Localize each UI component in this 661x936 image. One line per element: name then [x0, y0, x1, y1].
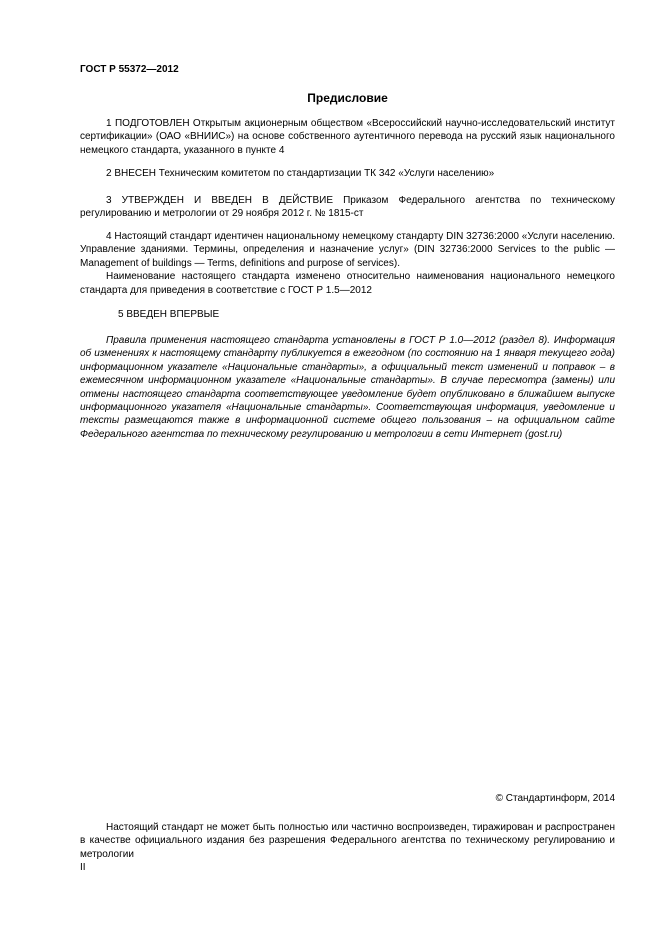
item-4-text: 4 Настоящий стандарт идентичен национальному немецкому стандарту DIN 32736:2000 «Услуги населению. Управление зданиями. Термины, определения и назначение услуг» (DIN 32736:2000 Services to the public — Management of buildings — Terms, definitions and purpose of services).: [80, 231, 615, 269]
item-4-note: Наименование настоящего стандарта изменено относительно наименования национального немецкого стандарта для приведения в соответствие с ГОСТ Р 1.5—2012: [80, 271, 615, 296]
rules-notice: [80, 334, 615, 441]
page-title: Предисловие: [307, 91, 388, 105]
item-4: [80, 230, 615, 297]
item-3-text: 3 УТВЕРЖДЕН И ВВЕДЕН В ДЕЙСТВИЕ Приказом Федерального агентства по техническому регулированию и метрологии от 29 ноября 2012 г. № 1815-ст: [80, 195, 615, 220]
item-5: [118, 308, 615, 321]
item-1-text: 1 ПОДГОТОВЛЕН Открытым акционерным обществом «Всероссийский научно-исследовательский институт сертификации» (ОАО «ВНИИС») на основе собственного аутентичного перевода на русский язык национального немецкого стандарта, указанного в пункте 4: [80, 118, 615, 156]
footer-notice-text: Настоящий стандарт не может быть полностью или частично воспроизведен, тиражирован и распространен в качестве официального издания без разрешения Федерального агентства по техническому регулированию и метрологии: [80, 822, 615, 860]
standard-code: ГОСТ Р 55372—2012: [80, 64, 179, 75]
item-3: [80, 194, 615, 221]
footer-notice: [80, 821, 615, 861]
copyright: © Стандартинформ, 2014: [495, 793, 615, 804]
item-2: [80, 167, 615, 180]
item-5-text: 5 ВВЕДЕН ВПЕРВЫЕ: [118, 309, 220, 320]
rules-notice-text: Правила применения настоящего стандарта установлены в ГОСТ Р 1.0—2012 (раздел 8). Информация об изменениях к настоящему стандарту публикуется в ежегодном (по состоянию на 1 января текущего года) информационном указателе «Национальные стандарты», а официальный текст изменений и поправок – в ежемесячном информационном указателе «Национальные стандарты». В случае пересмотра (замены) или отмены настоящего стандарта соответствующее уведомление будет опубликовано в ближайшем выпуске информационного указателя «Национальные стандарты». Соответствующая информация, уведомление и тексты размещаются также в информационной системе общего пользования – на официальном сайте Федерального агентства по техническому регулированию и метрологии в сети Интернет (gost.ru): [80, 335, 615, 440]
page-number: II: [80, 862, 86, 873]
item-2-text: 2 ВНЕСЕН Техническим комитетом по стандартизации ТК 342 «Услуги населению»: [106, 168, 495, 179]
item-1: [80, 117, 615, 157]
